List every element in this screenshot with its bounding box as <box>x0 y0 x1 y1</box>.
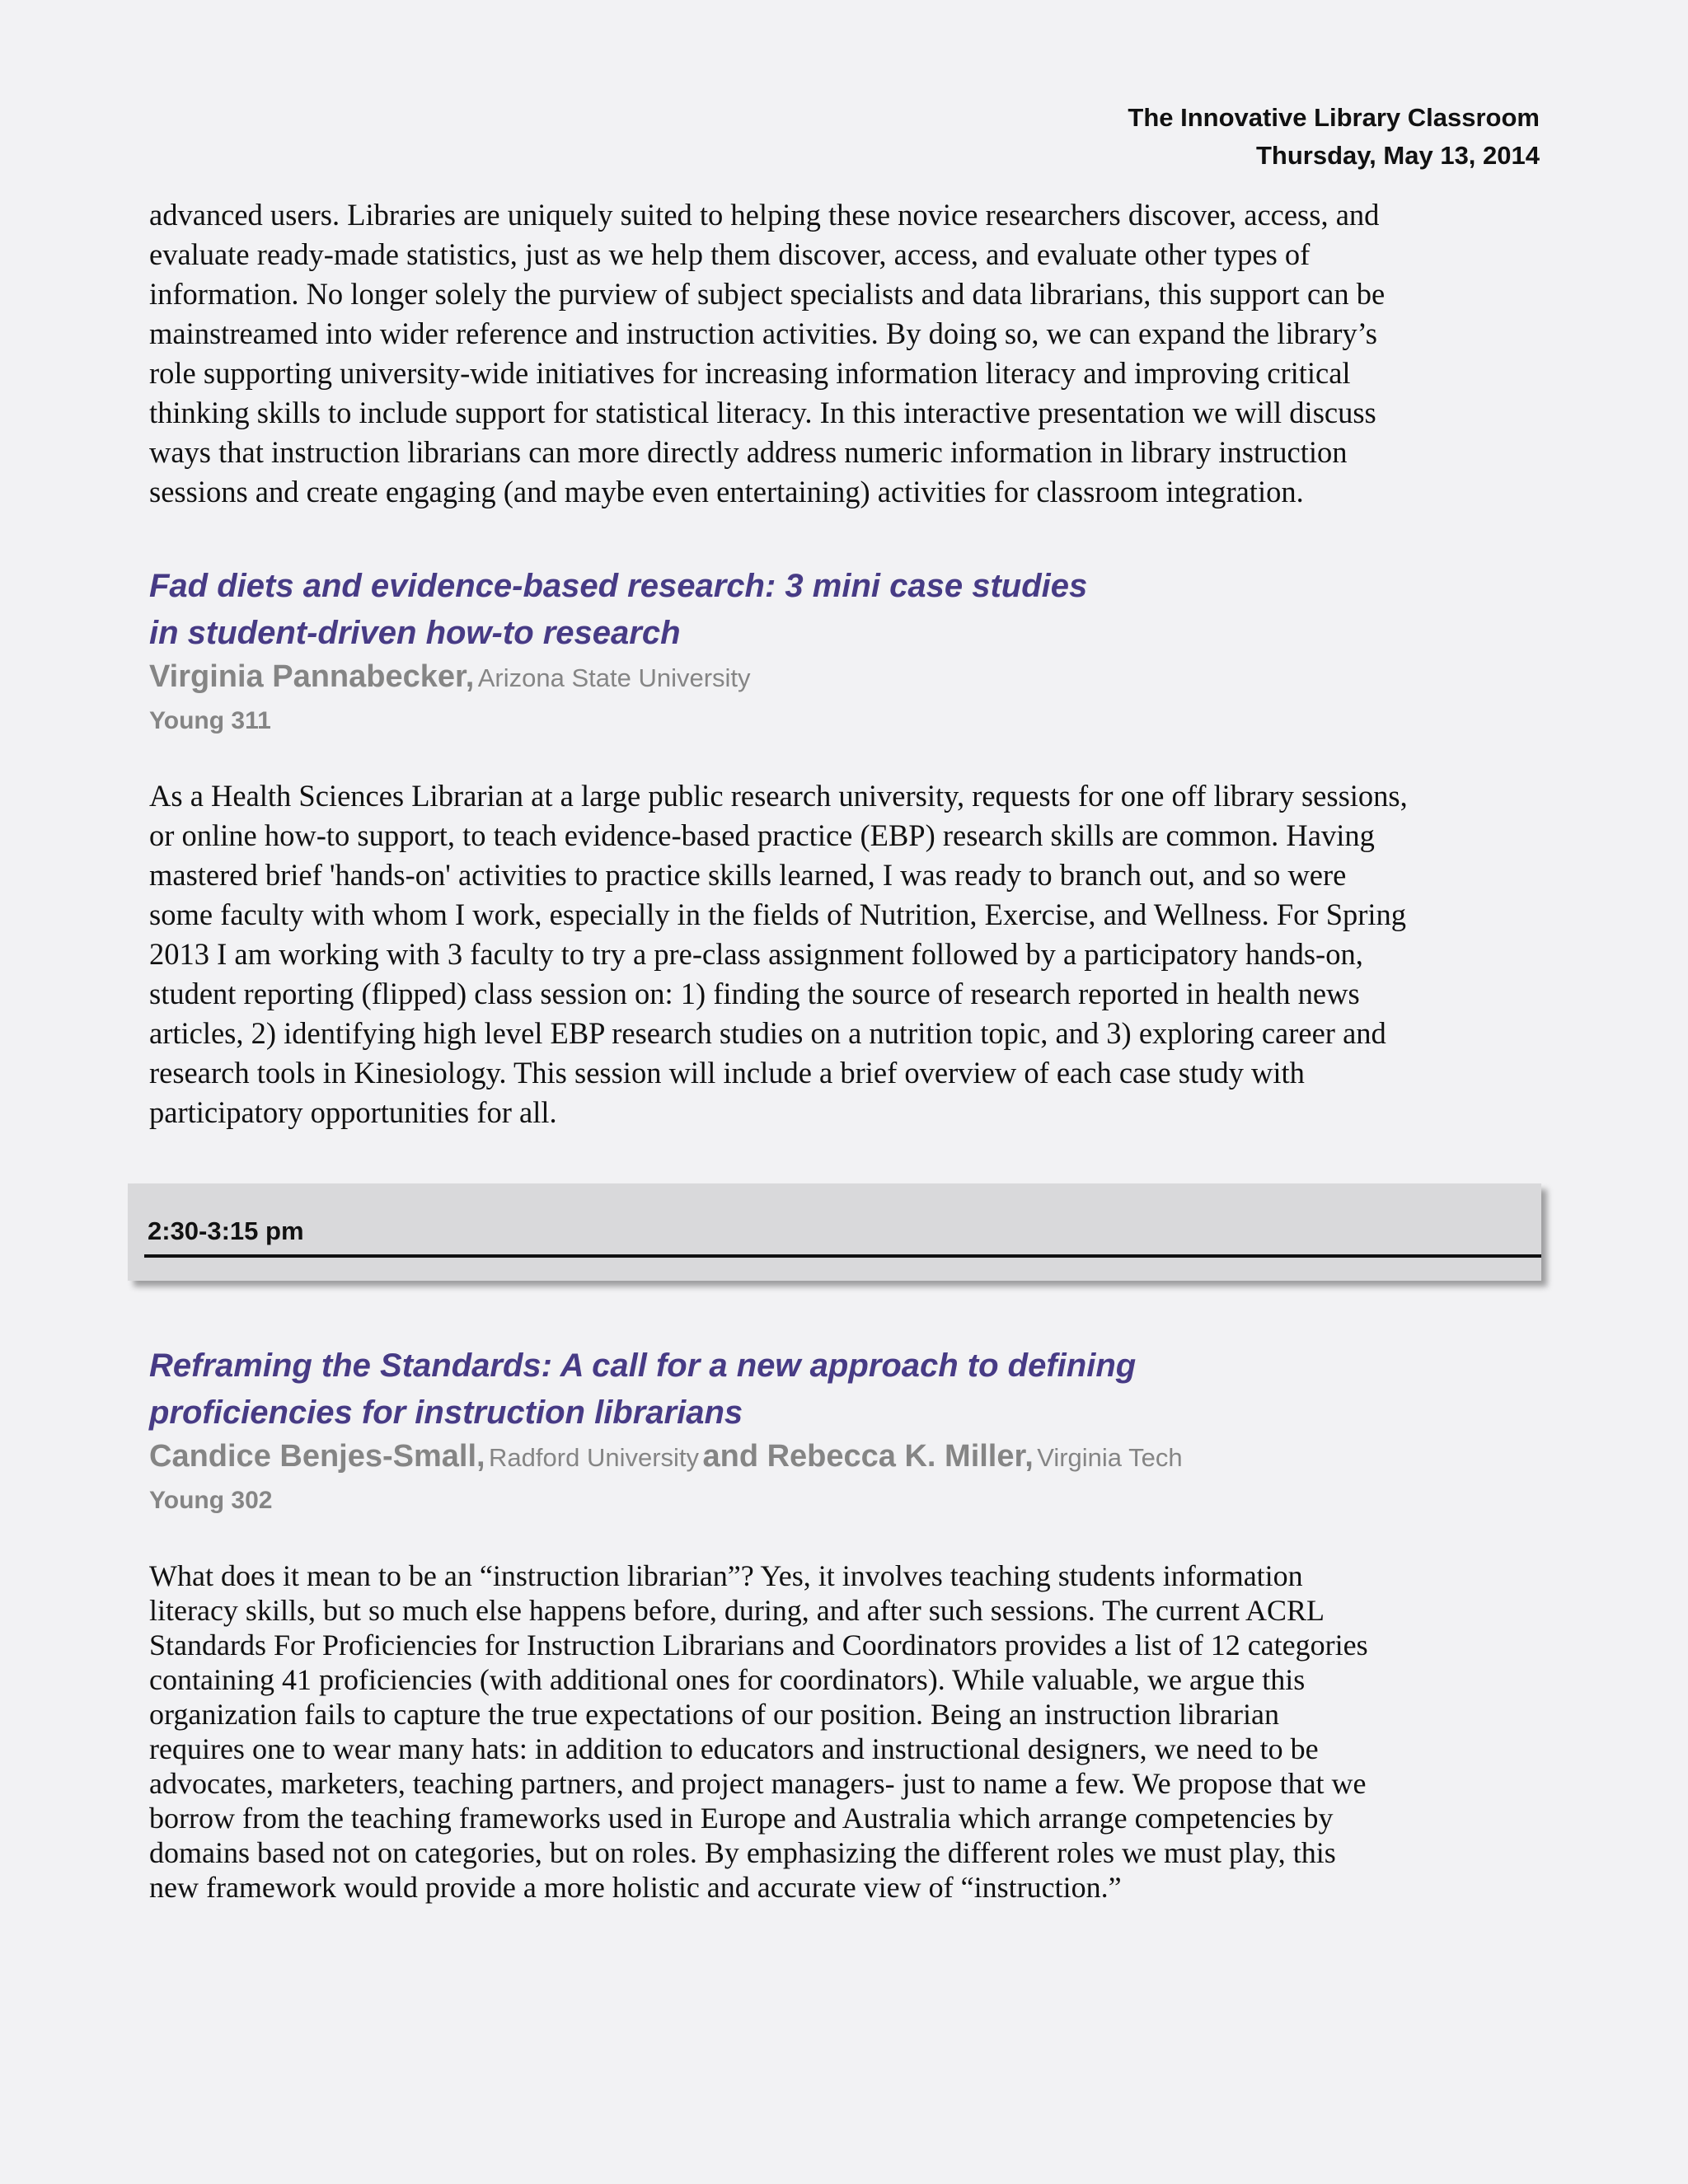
presenters <box>149 659 751 695</box>
text-line: mastered brief 'hands-on' activities to practice skills learned, I was ready to branch out, and so were <box>149 858 1347 892</box>
text-line: research tools in Kinesiology. This session will include a brief overview of each case study with <box>149 1056 1305 1090</box>
text-line: or online how-to support, to teach evidence-based practice (EBP) research skills are common. Having <box>149 818 1375 852</box>
text-line: participatory opportunities for all. <box>149 1095 557 1129</box>
intro-paragraph <box>149 195 1550 512</box>
text-line: articles, 2) identifying high level EBP research studies on a nutrition topic, and 3) exploring career and <box>149 1016 1386 1050</box>
text-line: organization fails to capture the true expectations of our position. Being an instruction librarian <box>149 1698 1279 1731</box>
text-line: literacy skills, but so much else happens before, during, and after such sessions. The current ACRL <box>149 1594 1325 1627</box>
text-line: student reporting (flipped) class session on: 1) finding the source of research reported in health news <box>149 977 1360 1010</box>
title-line: proficiencies for instruction librarians <box>149 1394 743 1431</box>
presenters <box>149 1439 1183 1474</box>
time-slot-divider <box>144 1254 1541 1258</box>
text-line: requires one to wear many hats: in addition to educators and instructional designers, we need to be <box>149 1732 1319 1765</box>
presenter-name: Virginia Pannabecker, <box>149 659 475 694</box>
title-line: Fad diets and evidence-based research: 3 mini case studies <box>149 568 1088 604</box>
session-abstract <box>149 776 1550 1132</box>
text-line: advocates, marketers, teaching partners, and project managers- just to name a few. We propose that we <box>149 1767 1367 1800</box>
text-line: thinking skills to include support for statistical literacy. In this interactive presentation we will discuss <box>149 396 1376 429</box>
text-line: information. No longer solely the purview of subject specialists and data librarians, this support can be <box>149 277 1386 311</box>
presenter-name: Candice Benjes-Small, <box>149 1439 485 1474</box>
title-line: Reframing the Standards: A call for a new approach to defining <box>149 1347 1137 1384</box>
presenter-affiliation: Virginia Tech <box>1037 1443 1183 1472</box>
text-line: 2013 I am working with 3 faculty to try a pre-class assignment followed by a participatory hands-on, <box>149 937 1363 971</box>
text-line: evaluate ready-made statistics, just as we help them discover, access, and evaluate other types of <box>149 237 1311 271</box>
text-line: ways that instruction librarians can more directly address numeric information in library instruction <box>149 435 1348 469</box>
text-line: What does it mean to be an “instruction librarian”? Yes, it involves teaching students information <box>149 1559 1303 1592</box>
text-line: advanced users. Libraries are uniquely suited to helping these novice researchers discover, access, and <box>149 198 1380 232</box>
session-abstract <box>149 1558 1550 1905</box>
session-room: Young 302 <box>149 1487 273 1514</box>
text-line: containing 41 proficiencies (with additional ones for coordinators). While valuable, we argue this <box>149 1663 1306 1696</box>
page-header <box>1128 99 1540 175</box>
session-title <box>149 1343 1386 1436</box>
time-slot-bar <box>128 1183 1541 1281</box>
event-date: Thursday, May 13, 2014 <box>1255 141 1540 170</box>
text-line: new framework would provide a more holistic and accurate view of “instruction.” <box>149 1871 1122 1904</box>
session-room: Young 311 <box>149 707 271 734</box>
event-title: The Innovative Library Classroom <box>1128 103 1540 132</box>
text-line: Standards For Proficiencies for Instruction Librarians and Coordinators provides a list of 12 categories <box>149 1629 1368 1661</box>
time-slot-label: 2:30-3:15 pm <box>148 1216 304 1245</box>
title-line: in student-driven how-to research <box>149 615 681 651</box>
text-line: mainstreamed into wider reference and instruction activities. By doing so, we can expand the library’s <box>149 316 1377 350</box>
presenter-affiliation: Radford University <box>489 1443 700 1472</box>
session-title <box>149 563 1386 657</box>
text-line: role supporting university-wide initiatives for increasing information literacy and improving critical <box>149 356 1351 390</box>
text-line: As a Health Sciences Librarian at a large public research university, requests for one off library sessions, <box>149 779 1408 813</box>
presenter-affiliation: Arizona State University <box>477 663 751 692</box>
text-line: borrow from the teaching frameworks used in Europe and Australia which arrange competencies by <box>149 1802 1334 1835</box>
text-line: sessions and create engaging (and maybe even entertaining) activities for classroom integration. <box>149 475 1304 509</box>
text-line: some faculty with whom I work, especially in the fields of Nutrition, Exercise, and Wellness. For Spring <box>149 898 1407 931</box>
text-line: domains based not on categories, but on roles. By emphasizing the different roles we must play, this <box>149 1836 1336 1869</box>
presenter-name: and Rebecca K. Miller, <box>702 1439 1034 1474</box>
